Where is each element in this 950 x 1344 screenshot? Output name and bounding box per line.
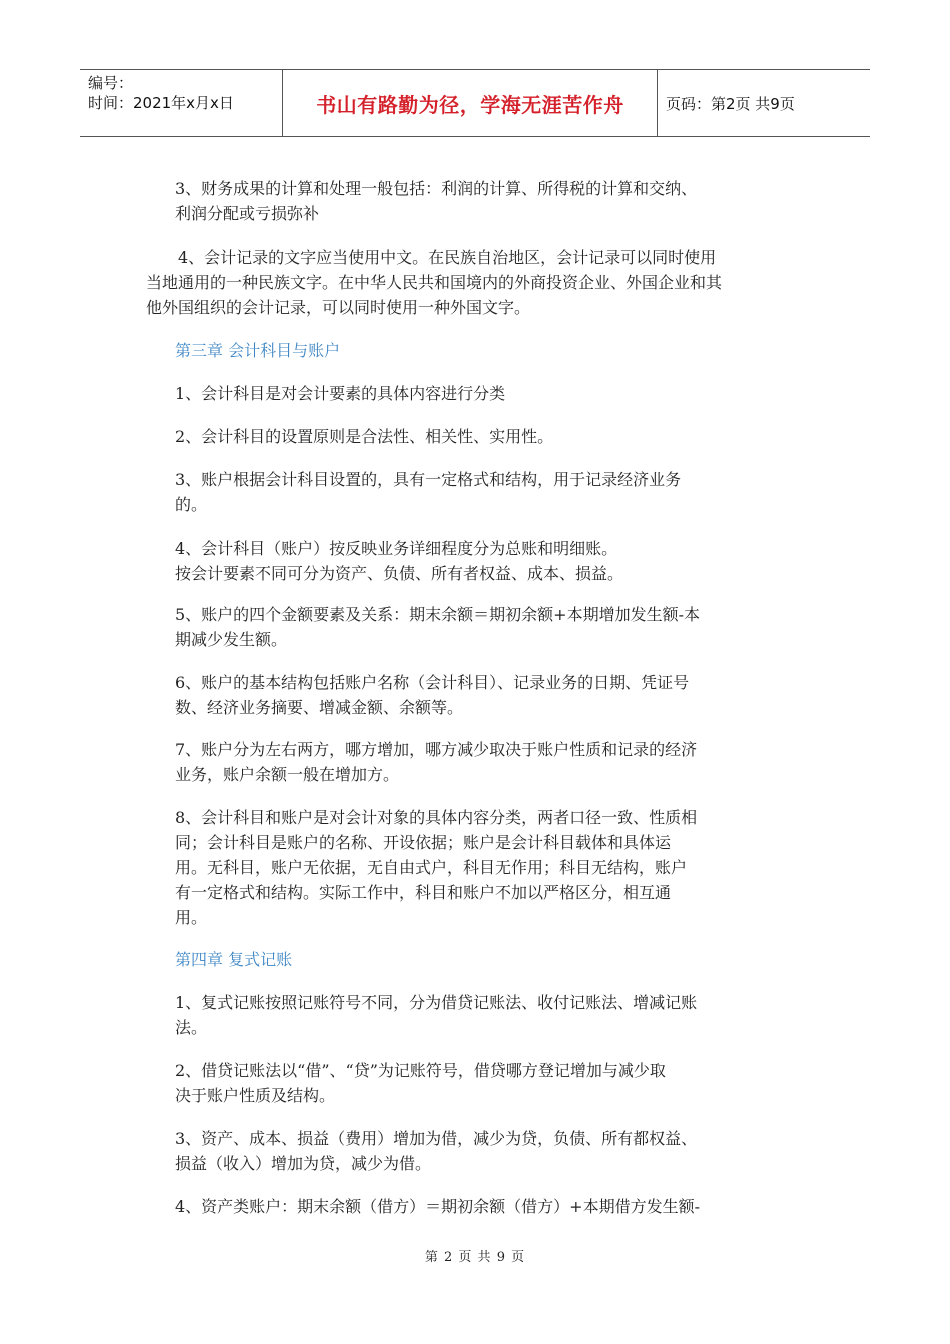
text-line: 按会计要素不同可分为资产、负债、所有者权益、成本、损益。 — [175, 564, 624, 583]
text-line: 业务，账户余额一般在增加方。 — [175, 765, 400, 784]
page-footer — [0, 1246, 950, 1265]
paragraph-4-1 — [175, 990, 697, 1040]
paragraph-3-5 — [175, 602, 700, 652]
heading-text: 第三章 会计科目与账户 — [175, 341, 341, 360]
paragraph-finance-results — [175, 176, 697, 226]
text-line: 4、资产类账户：期末余额（借方）＝期初余额（借方）+本期借方发生额- — [175, 1197, 700, 1216]
text-line: 用。无科目，账户无依据，无自由式户，科目无作用；科目无结构，账户 — [175, 858, 688, 877]
paragraph-language — [146, 245, 722, 320]
header-motto: 书山有路勤为径，学海无涯苦作舟 — [283, 70, 658, 136]
paragraph-3-2 — [175, 424, 553, 449]
text-line: 有一定格式和结构。实际工作中，科目和账户不加以严格区分，相互通 — [175, 883, 672, 902]
paragraph-3-4 — [175, 536, 623, 586]
text-line: 他外国组织的会计记录，可以同时使用一种外国文字。 — [146, 298, 531, 317]
chapter-heading-4 — [175, 947, 292, 972]
text-line: 2、借贷记账法以“借”、“贷”为记账符号，借贷哪方登记增加与减少取 — [175, 1061, 666, 1080]
chapter-heading-3 — [175, 338, 340, 363]
header-page-info: 页码：第2页 共9页 — [666, 94, 795, 113]
text-line: 利润分配或亏损弥补 — [175, 204, 320, 223]
page-header — [80, 69, 870, 137]
text-line: 2、会计科目的设置原则是合法性、相关性、实用性。 — [175, 427, 554, 446]
document-time-label: 时间：2021年x月x日 — [88, 94, 234, 112]
text-line: 4、会计记录的文字应当使用中文。在民族自治地区，会计记录可以同时使用 — [178, 248, 717, 267]
paragraph-4-3 — [175, 1126, 697, 1176]
text-line: 的。 — [175, 495, 208, 514]
paragraph-3-3 — [175, 467, 681, 517]
footer-page-number: 第 2 页 共 9 页 — [424, 1250, 526, 1265]
text-line: 损益（收入）增加为贷，减少为借。 — [175, 1154, 432, 1173]
text-line: 同；会计科目是账户的名称、开设依据；账户是会计科目载体和具体运 — [175, 833, 672, 852]
text-line: 7、账户分为左右两方，哪方增加，哪方减少取决于账户性质和记录的经济 — [175, 740, 698, 759]
paragraph-4-2 — [175, 1058, 666, 1108]
document-number-label: 编号： — [88, 74, 134, 92]
text-line: 3、财务成果的计算和处理一般包括：利润的计算、所得税的计算和交纳、 — [175, 179, 698, 198]
text-line: 3、账户根据会计科目设置的，具有一定格式和结构，用于记录经济业务 — [175, 470, 682, 489]
paragraph-3-1 — [175, 381, 505, 406]
text-line: 3、资产、成本、损益（费用）增加为借，减少为贷，负债、所有都权益、 — [175, 1129, 698, 1148]
text-line: 当地通用的一种民族文字。在中华人民共和国境内的外商投资企业、外国企业和其 — [146, 273, 723, 292]
text-line: 6、账户的基本结构包括账户名称（会计科目）、记录业务的日期、凭证号 — [175, 673, 690, 692]
text-line: 8、会计科目和账户是对会计对象的具体内容分类，两者口径一致、性质相 — [175, 808, 698, 827]
text-line: 数、经济业务摘要、增减金额、余额等。 — [175, 698, 464, 717]
paragraph-3-7 — [175, 737, 697, 787]
header-meta — [80, 70, 283, 136]
text-line: 决于账户性质及结构。 — [175, 1086, 336, 1105]
text-line: 5、账户的四个金额要素及关系：期末余额＝期初余额+本期增加发生额-本 — [175, 605, 700, 624]
paragraph-3-8 — [175, 805, 697, 930]
heading-text: 第四章 复式记账 — [175, 950, 293, 969]
text-line: 用。 — [175, 908, 208, 927]
text-line: 期减少发生额。 — [175, 630, 288, 649]
text-line: 1、会计科目是对会计要素的具体内容进行分类 — [175, 384, 506, 403]
text-line: 4、会计科目（账户）按反映业务详细程度分为总账和明细账。 — [175, 539, 618, 558]
paragraph-4-4 — [175, 1194, 700, 1219]
paragraph-3-6 — [175, 670, 689, 720]
text-line: 1、复式记账按照记账符号不同，分为借贷记账法、收付记账法、增减记账 — [175, 993, 698, 1012]
text-line: 法。 — [175, 1018, 208, 1037]
